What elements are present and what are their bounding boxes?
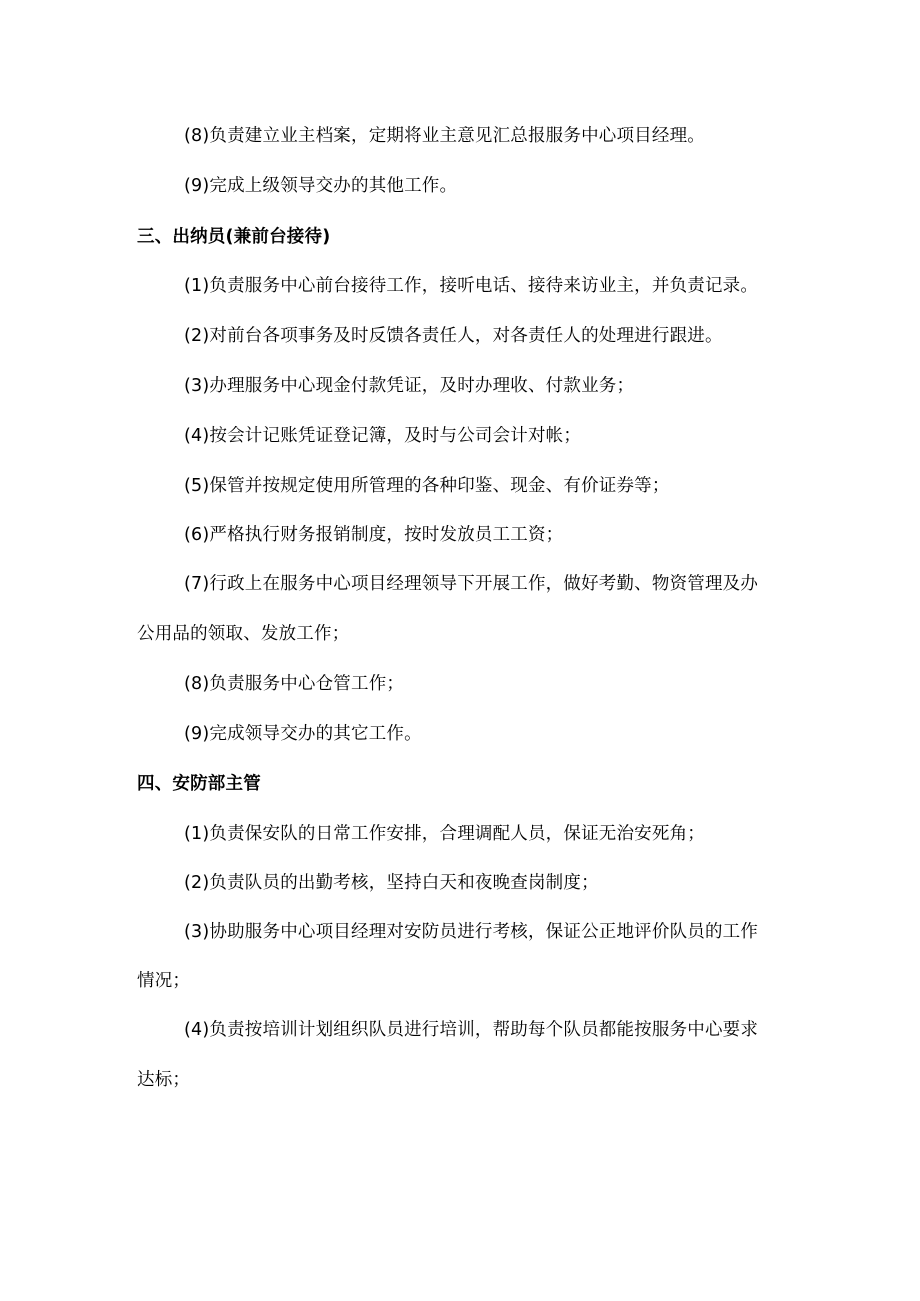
paragraph: (9)完成领导交办的其它工作。 (184, 724, 422, 744)
paragraph-continuation: 情况； (137, 971, 191, 991)
paragraph-continuation: 达标； (137, 1070, 191, 1090)
paragraph: (3)办理服务中心现金付款凭证，及时办理收、付款业务； (184, 376, 635, 396)
section-heading: 四、安防部主管 (137, 774, 261, 794)
paragraph: (2)负责队员的出勤考核，坚持白天和夜晚查岗制度； (184, 873, 599, 893)
paragraph: (1)负责服务中心前台接待工作，接听电话、接待来访业主，并负责记录。 (184, 276, 759, 296)
section-heading: 三、出纳员(兼前台接待) (137, 227, 331, 247)
paragraph: (7)行政上在服务中心项目经理领导下开展工作，做好考勤、物资管理及办 (184, 574, 759, 594)
paragraph: (4)按会计记账凭证登记簿，及时与公司会计对帐； (184, 426, 582, 446)
paragraph-continuation: 公用品的领取、发放工作； (137, 624, 350, 644)
paragraph: (9)完成上级领导交办的其他工作。 (184, 176, 458, 196)
paragraph: (5)保管并按规定使用所管理的各种印鉴、现金、有价证券等； (184, 476, 670, 496)
paragraph: (2)对前台各项事务及时反馈各责任人，对各责任人的处理进行跟进。 (184, 326, 723, 346)
paragraph: (8)负责建立业主档案，定期将业主意见汇总报服务中心项目经理。 (184, 126, 705, 146)
paragraph: (8)负责服务中心仓管工作； (184, 674, 405, 694)
paragraph: (3)协助服务中心项目经理对安防员进行考核，保证公正地评价队员的工作 (184, 922, 759, 942)
paragraph: (6)严格执行财务报销制度，按时发放员工工资； (184, 525, 564, 545)
paragraph: (1)负责保安队的日常工作安排，合理调配人员，保证无治安死角； (184, 824, 705, 844)
paragraph: (4)负责按培训计划组织队员进行培训，帮助每个队员都能按服务中心要求 (184, 1020, 759, 1040)
